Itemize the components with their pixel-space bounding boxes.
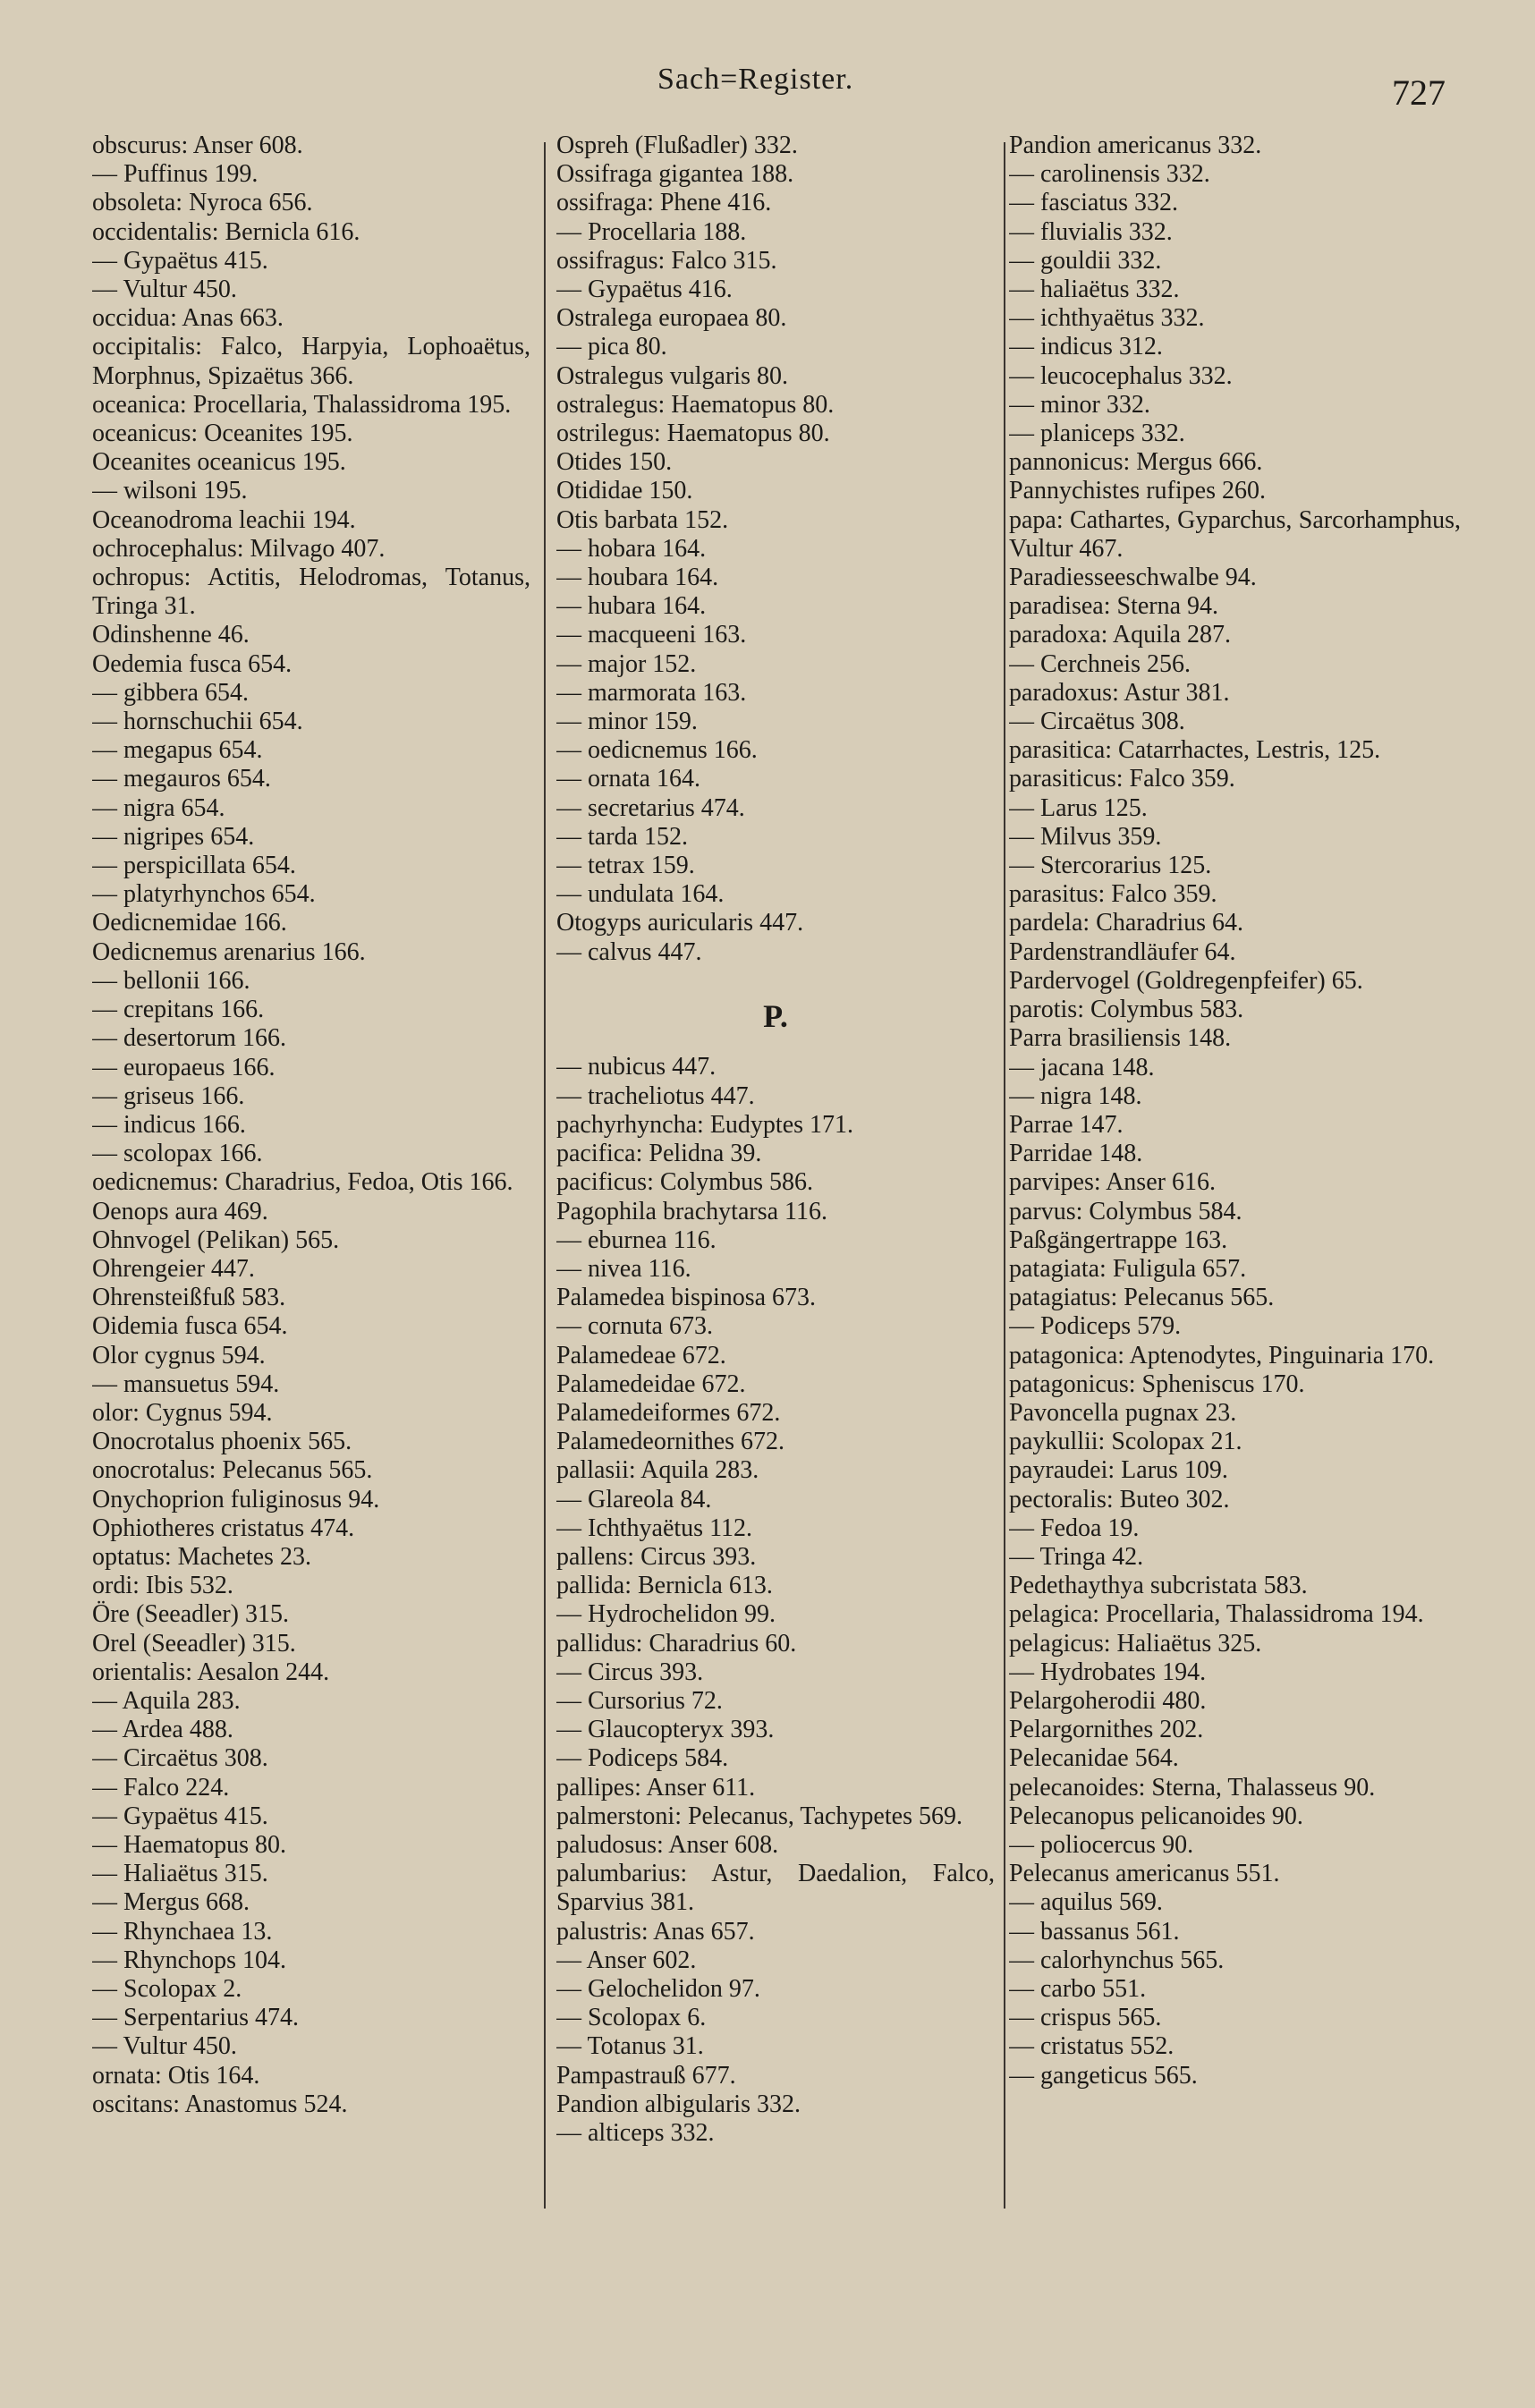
index-entry: — megauros 654. bbox=[92, 765, 271, 793]
index-entry: — fasciatus 332. bbox=[1009, 189, 1178, 217]
index-entry: — crispus 565. bbox=[1009, 2004, 1162, 2032]
index-entry: Pelecanus americanus 551. bbox=[1009, 1860, 1280, 1888]
index-entry: parvus: Colymbus 584. bbox=[1009, 1197, 1242, 1225]
index-entry: — tetrax 159. bbox=[556, 852, 695, 880]
index-entry: Otis barbata 152. bbox=[556, 505, 729, 534]
index-entry: ossifraga: Phene 416. bbox=[556, 189, 772, 217]
index-entry: patagonicus: Spheniscus 170. bbox=[1009, 1369, 1305, 1398]
index-entry: palumbarius: Astur, Daedalion, Falco, Sparvius 381. bbox=[556, 1860, 995, 1917]
index-entry: Oceanodroma leachii 194. bbox=[92, 505, 356, 534]
index-entry: — ichthyaëtus 332. bbox=[1009, 304, 1205, 333]
index-entry: oscitans: Anastomus 524. bbox=[92, 2090, 348, 2118]
index-entry: pallidus: Charadrius 60. bbox=[556, 1629, 797, 1658]
index-entry: — Ardea 488. bbox=[92, 1716, 233, 1744]
index-entry: — nigra 654. bbox=[92, 793, 225, 822]
index-entry: pelagica: Procellaria, Thalassidroma 194. bbox=[1009, 1600, 1424, 1629]
index-entry: — planiceps 332. bbox=[1009, 420, 1185, 448]
index-entry: parvipes: Anser 616. bbox=[1009, 1168, 1216, 1197]
index-entry: — secretarius 474. bbox=[556, 793, 745, 822]
index-entry: — Hydrobates 194. bbox=[1009, 1658, 1207, 1686]
index-entry: onocrotalus: Pelecanus 565. bbox=[92, 1456, 373, 1485]
index-entry: — calvus 447. bbox=[556, 937, 702, 966]
index-entry: — leucocephalus 332. bbox=[1009, 361, 1233, 390]
index-entry: oceanicus: Oceanites 195. bbox=[92, 420, 353, 448]
index-entry: patagonica: Aptenodytes, Pinguinaria 170. bbox=[1009, 1341, 1435, 1369]
index-entry: Pavoncella pugnax 23. bbox=[1009, 1398, 1237, 1427]
index-entry: ossifragus: Falco 315. bbox=[556, 246, 777, 275]
page-header bbox=[0, 0, 1535, 134]
index-entry: Palamedeiformes 672. bbox=[556, 1398, 781, 1427]
index-entry: — Aquila 283. bbox=[92, 1686, 241, 1715]
index-entry: Ostralega europaea 80. bbox=[556, 304, 787, 333]
index-entry: ornata: Otis 164. bbox=[92, 2061, 260, 2090]
index-entry: — Hydrochelidon 99. bbox=[556, 1600, 776, 1629]
index-entry: — platyrhynchos 654. bbox=[92, 880, 316, 909]
index-entry: — Ichthyaëtus 112. bbox=[556, 1513, 753, 1542]
index-entry: — Podiceps 579. bbox=[1009, 1312, 1182, 1341]
index-entry: — Vultur 450. bbox=[92, 2032, 237, 2061]
index-entry: payraudei: Larus 109. bbox=[1009, 1456, 1228, 1485]
index-entry: — hobara 164. bbox=[556, 534, 707, 563]
index-entry: — Podiceps 584. bbox=[556, 1744, 729, 1773]
index-entry: occidentalis: Bernicla 616. bbox=[92, 217, 360, 246]
index-entry: — cristatus 552. bbox=[1009, 2032, 1175, 2061]
index-entry: — wilsoni 195. bbox=[92, 477, 248, 505]
index-entry: paludosus: Anser 608. bbox=[556, 1830, 779, 1859]
index-entry: — Puffinus 199. bbox=[92, 160, 259, 189]
index-entry: — griseus 166. bbox=[92, 1081, 245, 1110]
index-entry: ochrocephalus: Milvago 407. bbox=[92, 534, 386, 563]
index-entry: — Fedoa 19. bbox=[1009, 1513, 1140, 1542]
index-entry: — fluvialis 332. bbox=[1009, 217, 1173, 246]
index-entry: Pampastrauß 677. bbox=[556, 2061, 736, 2090]
index-entry: olor: Cygnus 594. bbox=[92, 1398, 273, 1427]
index-entry: Ophiotheres cristatus 474. bbox=[92, 1513, 355, 1542]
index-entry: — gouldii 332. bbox=[1009, 246, 1162, 275]
index-entry: Oedemia fusca 654. bbox=[92, 649, 293, 678]
index-entry: — mansuetus 594. bbox=[92, 1369, 280, 1398]
index-entry: — Gypaëtus 415. bbox=[92, 1802, 268, 1830]
index-entry: paykullii: Scolopax 21. bbox=[1009, 1428, 1242, 1456]
index-entry: — hubara 164. bbox=[556, 592, 707, 621]
index-entry: pallens: Circus 393. bbox=[556, 1542, 757, 1571]
index-column-2 bbox=[556, 131, 995, 2243]
index-entry: — jacana 148. bbox=[1009, 1053, 1155, 1081]
index-entry: — houbara 164. bbox=[556, 564, 719, 592]
index-entry: — Gypaëtus 415. bbox=[92, 246, 268, 275]
index-entry: Pelargornithes 202. bbox=[1009, 1716, 1204, 1744]
index-entry: — indicus 166. bbox=[92, 1110, 246, 1139]
index-column-3 bbox=[1009, 131, 1461, 2243]
index-entry: — Serpentarius 474. bbox=[92, 2004, 299, 2032]
index-entry: — gangeticus 565. bbox=[1009, 2061, 1198, 2090]
index-entry: — macqueeni 163. bbox=[556, 621, 747, 649]
index-entry: — Gypaëtus 416. bbox=[556, 276, 733, 304]
index-column-1 bbox=[92, 131, 530, 2243]
index-entry: Orel (Seeadler) 315. bbox=[92, 1629, 296, 1658]
index-entry: — major 152. bbox=[556, 649, 697, 678]
index-entry: — Cerchneis 256. bbox=[1009, 649, 1191, 678]
index-entry: Oenops aura 469. bbox=[92, 1197, 268, 1225]
index-entry: Otididae 150. bbox=[556, 477, 693, 505]
column-divider bbox=[1004, 142, 1005, 2209]
index-entry: parasitus: Falco 359. bbox=[1009, 880, 1217, 909]
index-entry: Odinshenne 46. bbox=[92, 621, 250, 649]
page-number: 727 bbox=[1392, 72, 1446, 113]
index-entry: — Circaëtus 308. bbox=[92, 1744, 268, 1773]
index-entry: Ospreh (Flußadler) 332. bbox=[556, 131, 798, 159]
index-entry: — scolopax 166. bbox=[92, 1140, 263, 1168]
index-entry: papa: Cathartes, Gyparchus, Sarcorhamphus, Vultur 467. bbox=[1009, 505, 1461, 563]
index-entry: paradisea: Sterna 94. bbox=[1009, 592, 1219, 621]
index-entry: Paradiesseeschwalbe 94. bbox=[1009, 564, 1257, 592]
index-entry: Palamedeornithes 672. bbox=[556, 1428, 785, 1456]
index-entry: pardela: Charadrius 64. bbox=[1009, 909, 1244, 937]
index-entry: Pagophila brachytarsa 116. bbox=[556, 1197, 827, 1225]
index-entry: Parridae 148. bbox=[1009, 1140, 1143, 1168]
index-entry: Pandion albigularis 332. bbox=[556, 2090, 801, 2118]
index-entry: obscurus: Anser 608. bbox=[92, 131, 303, 159]
index-entry: — carbo 551. bbox=[1009, 1975, 1147, 2003]
index-entry: — Totanus 31. bbox=[556, 2032, 704, 2061]
index-entry: — Circus 393. bbox=[556, 1658, 704, 1686]
index-entry: palmerstoni: Pelecanus, Tachypetes 569. bbox=[556, 1802, 963, 1830]
index-entry: oedicnemus: Charadrius, Fedoa, Otis 166. bbox=[92, 1168, 513, 1197]
index-entry: Otides 150. bbox=[556, 448, 673, 477]
index-entry: — aquilus 569. bbox=[1009, 1888, 1163, 1917]
index-entry: Oceanites oceanicus 195. bbox=[92, 448, 346, 477]
index-entry: Onocrotalus phoenix 565. bbox=[92, 1428, 352, 1456]
index-entry: — Scolopax 2. bbox=[92, 1975, 242, 2003]
index-entry: Paßgängertrappe 163. bbox=[1009, 1225, 1228, 1254]
index-entry: Ossifraga gigantea 188. bbox=[556, 160, 794, 189]
index-entry: — hornschuchii 654. bbox=[92, 708, 303, 736]
index-entry: — gibbera 654. bbox=[92, 678, 249, 707]
index-entry: Parra brasiliensis 148. bbox=[1009, 1024, 1232, 1053]
index-entry: — Cursorius 72. bbox=[556, 1686, 723, 1715]
index-entry: ostralegus: Haematopus 80. bbox=[556, 390, 835, 419]
column-divider bbox=[544, 142, 546, 2209]
index-entry: Pelecanopus pelicanoides 90. bbox=[1009, 1802, 1303, 1830]
index-entry: ostrilegus: Haematopus 80. bbox=[556, 420, 830, 448]
section-letter: P. bbox=[763, 997, 788, 1034]
index-entry: Pelecanidae 564. bbox=[1009, 1744, 1179, 1773]
index-entry: — pica 80. bbox=[556, 333, 667, 361]
index-entry: — cornuta 673. bbox=[556, 1312, 713, 1341]
index-entry: — bassanus 561. bbox=[1009, 1917, 1180, 1946]
index-entry: — Falco 224. bbox=[92, 1773, 230, 1802]
index-entry: — Haliaëtus 315. bbox=[92, 1860, 268, 1888]
index-entry: Pardervogel (Goldregenpfeifer) 65. bbox=[1009, 966, 1363, 995]
index-entry: — Vultur 450. bbox=[92, 276, 237, 304]
index-entry: — indicus 312. bbox=[1009, 333, 1163, 361]
index-entry: — desertorum 166. bbox=[92, 1024, 286, 1053]
index-entry: Palamedeidae 672. bbox=[556, 1369, 746, 1398]
index-entry: pannonicus: Mergus 666. bbox=[1009, 448, 1263, 477]
index-entry: — calorhynchus 565. bbox=[1009, 1946, 1225, 1974]
index-entry: — Mergus 668. bbox=[92, 1888, 250, 1917]
index-entry: — Anser 602. bbox=[556, 1946, 697, 1974]
index-entry: — Larus 125. bbox=[1009, 793, 1148, 822]
index-entry: orientalis: Aesalon 244. bbox=[92, 1658, 330, 1686]
index-entry: — undulata 164. bbox=[556, 880, 725, 909]
index-entry: Oidemia fusca 654. bbox=[92, 1312, 288, 1341]
index-entry: pelagicus: Haliaëtus 325. bbox=[1009, 1629, 1262, 1658]
index-entry: — alticeps 332. bbox=[556, 2119, 715, 2147]
index-entry: occipitalis: Falco, Harpyia, Lophoaëtus, Morphnus, Spizaëtus 366. bbox=[92, 333, 530, 390]
index-entry: — eburnea 116. bbox=[556, 1225, 717, 1254]
index-entry: — Gelochelidon 97. bbox=[556, 1974, 760, 2003]
index-entry: — nivea 116. bbox=[556, 1254, 691, 1283]
index-entry: — Procellaria 188. bbox=[556, 217, 747, 246]
index-entry: — bellonii 166. bbox=[92, 966, 250, 995]
index-entry: Pannychistes rufipes 260. bbox=[1009, 477, 1266, 505]
index-entry: — carolinensis 332. bbox=[1009, 160, 1210, 189]
index-entry: — Haematopus 80. bbox=[92, 1830, 286, 1859]
index-entry: paradoxus: Astur 381. bbox=[1009, 678, 1230, 707]
index-entry: Palamedeae 672. bbox=[556, 1341, 726, 1369]
index-entry: — Glareola 84. bbox=[556, 1485, 712, 1513]
index-entry: — Glaucopteryx 393. bbox=[556, 1716, 775, 1744]
index-entry: Pelargoherodii 480. bbox=[1009, 1686, 1207, 1715]
index-entry: Pandion americanus 332. bbox=[1009, 131, 1262, 159]
index-entry: — megapus 654. bbox=[92, 736, 263, 765]
index-entry: occidua: Anas 663. bbox=[92, 304, 284, 333]
running-title: Sach=Register. bbox=[657, 63, 854, 96]
index-entry: Palamedea bispinosa 673. bbox=[556, 1284, 817, 1312]
index-entry: — poliocercus 90. bbox=[1009, 1830, 1194, 1859]
index-entry: optatus: Machetes 23. bbox=[92, 1542, 311, 1571]
index-entry: — haliaëtus 332. bbox=[1009, 276, 1180, 304]
index-entry: Pardenstrandläufer 64. bbox=[1009, 937, 1236, 966]
index-entry: — minor 159. bbox=[556, 708, 698, 736]
index-entry: — Milvus 359. bbox=[1009, 822, 1162, 851]
index-entry: Oedicnemus arenarius 166. bbox=[92, 937, 366, 966]
index-entry: Onychoprion fuliginosus 94. bbox=[92, 1485, 380, 1513]
index-entry: — Rhynchops 104. bbox=[92, 1946, 286, 1974]
index-entry: — crepitans 166. bbox=[92, 996, 265, 1024]
index-entry: pectoralis: Buteo 302. bbox=[1009, 1485, 1230, 1513]
index-entry: — Tringa 42. bbox=[1009, 1542, 1144, 1571]
index-entry: pachyrhyncha: Eudyptes 171. bbox=[556, 1110, 854, 1139]
index-entry: Ohrensteißfuß 583. bbox=[92, 1284, 286, 1312]
index-entry: — perspicillata 654. bbox=[92, 852, 296, 880]
index-entry: pacifica: Pelidna 39. bbox=[556, 1140, 762, 1168]
index-entry: — Circaëtus 308. bbox=[1009, 708, 1185, 736]
index-entry: — tarda 152. bbox=[556, 822, 688, 851]
index-columns bbox=[0, 131, 1535, 2314]
index-entry: oceanica: Procellaria, Thalassidroma 195. bbox=[92, 390, 512, 419]
index-entry: pacificus: Colymbus 586. bbox=[556, 1168, 813, 1197]
index-entry: obsoleta: Nyroca 656. bbox=[92, 189, 313, 217]
index-entry: Ostralegus vulgaris 80. bbox=[556, 361, 788, 390]
index-entry: ordi: Ibis 532. bbox=[92, 1572, 233, 1600]
index-entry: pallida: Bernicla 613. bbox=[556, 1572, 773, 1600]
index-entry: paradoxa: Aquila 287. bbox=[1009, 621, 1232, 649]
index-entry: parasitica: Catarrhactes, Lestris, 125. bbox=[1009, 736, 1381, 765]
index-entry: — Stercorarius 125. bbox=[1009, 852, 1212, 880]
index-entry: patagiatus: Pelecanus 565. bbox=[1009, 1284, 1275, 1312]
index-entry: ochropus: Actitis, Helodromas, Totanus, Tringa 31. bbox=[92, 564, 530, 621]
index-entry: Öre (Seeadler) 315. bbox=[92, 1600, 290, 1629]
index-entry: — ornata 164. bbox=[556, 765, 700, 793]
index-entry: — oedicnemus 166. bbox=[556, 736, 758, 765]
index-entry: parotis: Colymbus 583. bbox=[1009, 996, 1244, 1024]
index-entry: — nigripes 654. bbox=[92, 822, 255, 851]
index-entry: — Rhynchaea 13. bbox=[92, 1917, 273, 1946]
index-entry: — minor 332. bbox=[1009, 390, 1150, 419]
index-entry: Ohnvogel (Pelikan) 565. bbox=[92, 1225, 340, 1254]
index-entry: — europaeus 166. bbox=[92, 1053, 276, 1081]
index-entry: Olor cygnus 594. bbox=[92, 1341, 266, 1369]
index-entry: Otogyps auricularis 447. bbox=[556, 909, 804, 937]
index-entry: Oedicnemidae 166. bbox=[92, 909, 287, 937]
index-entry: — nubicus 447. bbox=[556, 1053, 717, 1081]
index-entry: pallasii: Aquila 283. bbox=[556, 1456, 759, 1485]
index-entry: pallipes: Anser 611. bbox=[556, 1773, 756, 1802]
index-entry: Parrae 147. bbox=[1009, 1110, 1124, 1139]
index-entry: pelecanoides: Sterna, Thalasseus 90. bbox=[1009, 1773, 1376, 1802]
index-entry: — Scolopax 6. bbox=[556, 2004, 707, 2032]
index-entry: Ohrengeier 447. bbox=[92, 1254, 255, 1283]
index-entry: — nigra 148. bbox=[1009, 1081, 1142, 1110]
index-entry: patagiata: Fuligula 657. bbox=[1009, 1254, 1247, 1283]
index-entry: parasiticus: Falco 359. bbox=[1009, 765, 1235, 793]
index-entry: — tracheliotus 447. bbox=[556, 1081, 755, 1110]
index-entry: Pedethaythya subcristata 583. bbox=[1009, 1572, 1308, 1600]
index-entry: palustris: Anas 657. bbox=[556, 1917, 755, 1946]
index-entry: — marmorata 163. bbox=[556, 678, 747, 707]
